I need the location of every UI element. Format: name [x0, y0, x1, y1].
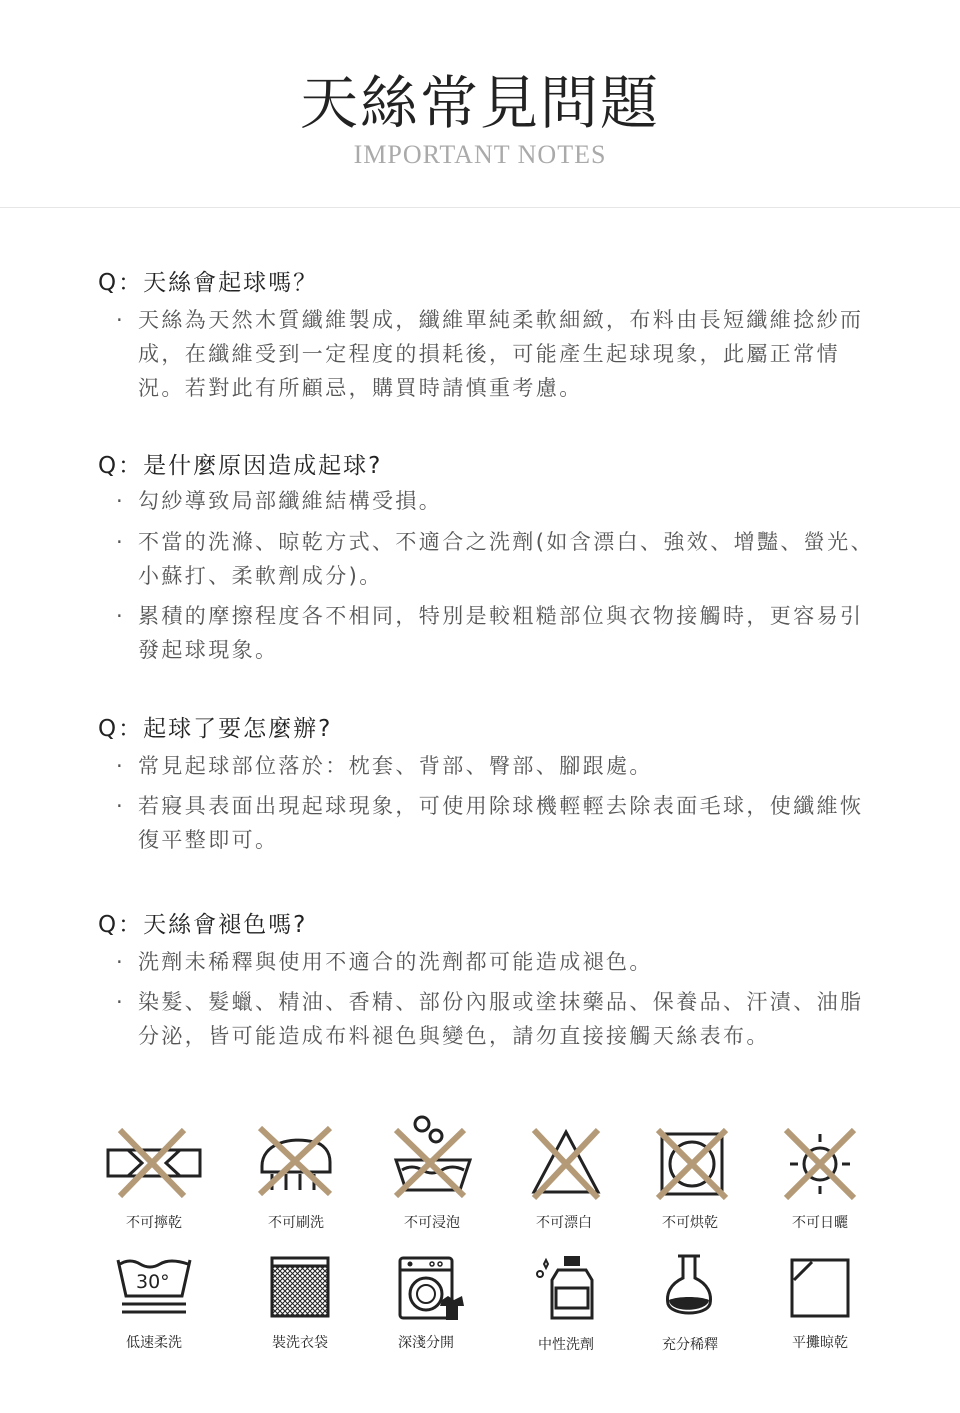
faq-2-item-1 — [116, 484, 876, 518]
label-detergent: 中性洗劑 — [538, 1337, 594, 1353]
no-brush-icon — [250, 1122, 340, 1198]
faq-2-item-2 — [116, 525, 876, 593]
faq-question-3: Q：起球了要怎麼辦? — [98, 716, 333, 742]
detergent-bottle-icon — [534, 1252, 600, 1324]
bullet: · — [116, 489, 126, 513]
faq-4-item-1 — [116, 945, 876, 979]
no-sun-dry-icon — [782, 1126, 858, 1202]
flat-dry-icon — [790, 1258, 850, 1318]
faq-2-item-1-text: 勾紗導致局部纖維結構受損。 — [138, 489, 443, 513]
wash-30-gentle-icon — [112, 1254, 196, 1318]
faq-question-2: Q：是什麼原因造成起球? — [98, 453, 383, 479]
no-bleach-icon — [528, 1126, 604, 1202]
faq-3-item-2-text: 若寢具表面出現起球現象，可使用除球機輕輕去除表面毛球，使纖維恢復平整即可。 — [138, 794, 864, 852]
bullet: · — [116, 308, 126, 332]
laundry-bag-icon — [270, 1256, 330, 1318]
bullet: · — [116, 990, 126, 1014]
label-washing-machine: 深淺分開 — [398, 1335, 454, 1351]
faq-question-4: Q：天絲會褪色嗎? — [98, 912, 308, 938]
faq-4-item-1-text: 洗劑未稀釋與使用不適合的洗劑都可能造成褪色。 — [138, 950, 653, 974]
label-dilute: 充分稀釋 — [662, 1337, 718, 1353]
no-tumble-dry-icon — [654, 1126, 730, 1202]
label-no-soak: 不可浸泡 — [404, 1215, 460, 1231]
faq-3-item-1-text: 常見起球部位落於：枕套、背部、臀部、腳跟處。 — [138, 754, 653, 778]
label-no-sun-dry: 不可日曬 — [792, 1215, 848, 1231]
label-laundry-bag: 裝洗衣袋 — [272, 1335, 328, 1351]
washing-machine-icon — [396, 1254, 466, 1324]
faq-1-item-1-text: 天絲為天然木質纖維製成，纖維單純柔軟細緻，布料由長短纖維捻紗而成，在纖維受到一定程度的損耗後，可能產生起球現象，此屬正常情況。若對此有所顧忌，購買時請慎重考慮。 — [138, 308, 864, 400]
label-no-bleach: 不可漂白 — [536, 1215, 592, 1231]
bullet: · — [116, 794, 126, 818]
faq-question-1: Q：天絲會起球嗎？ — [98, 270, 319, 296]
faq-3-item-1 — [116, 749, 876, 783]
faq-2-item-2-text: 不當的洗滌、晾乾方式、不適合之洗劑(如含漂白、強效、增豔、螢光、小蘇打、柔軟劑成分)。 — [138, 530, 874, 588]
label-no-tumble-dry: 不可烘乾 — [662, 1215, 718, 1231]
label-flat-dry: 平攤晾乾 — [792, 1335, 848, 1351]
faq-1-item-1 — [116, 303, 876, 405]
faq-2-item-3 — [116, 599, 876, 667]
bullet: · — [116, 950, 126, 974]
wash-temp-label: 30° — [136, 1271, 170, 1293]
faq-2-item-3-text: 累積的摩擦程度各不相同，特別是較粗糙部位與衣物接觸時，更容易引發起球現象。 — [138, 604, 864, 662]
bullet: · — [116, 530, 126, 554]
no-wring-icon — [104, 1124, 204, 1200]
faq-3-item-2 — [116, 789, 876, 857]
header-divider — [0, 207, 960, 208]
faq-4-item-2 — [116, 985, 876, 1053]
no-soak-icon — [388, 1112, 478, 1200]
page-subtitle: IMPORTANT NOTES — [353, 140, 607, 169]
faq-4-item-2-text: 染髮、髮蠟、精油、香精、部份內服或塗抹藥品、保養品、汗漬、油脂分泌，皆可能造成布料褪色與變色，請勿直接接觸天絲表布。 — [138, 990, 864, 1048]
label-no-wring: 不可擰乾 — [126, 1215, 182, 1231]
page-title: 天絲常見問題 — [299, 69, 660, 137]
label-wash-30-gentle: 低速柔洗 — [126, 1335, 182, 1351]
label-no-brush: 不可刷洗 — [268, 1215, 324, 1231]
dilute-flask-icon — [664, 1252, 714, 1322]
bullet: · — [116, 754, 126, 778]
bullet: · — [116, 604, 126, 628]
